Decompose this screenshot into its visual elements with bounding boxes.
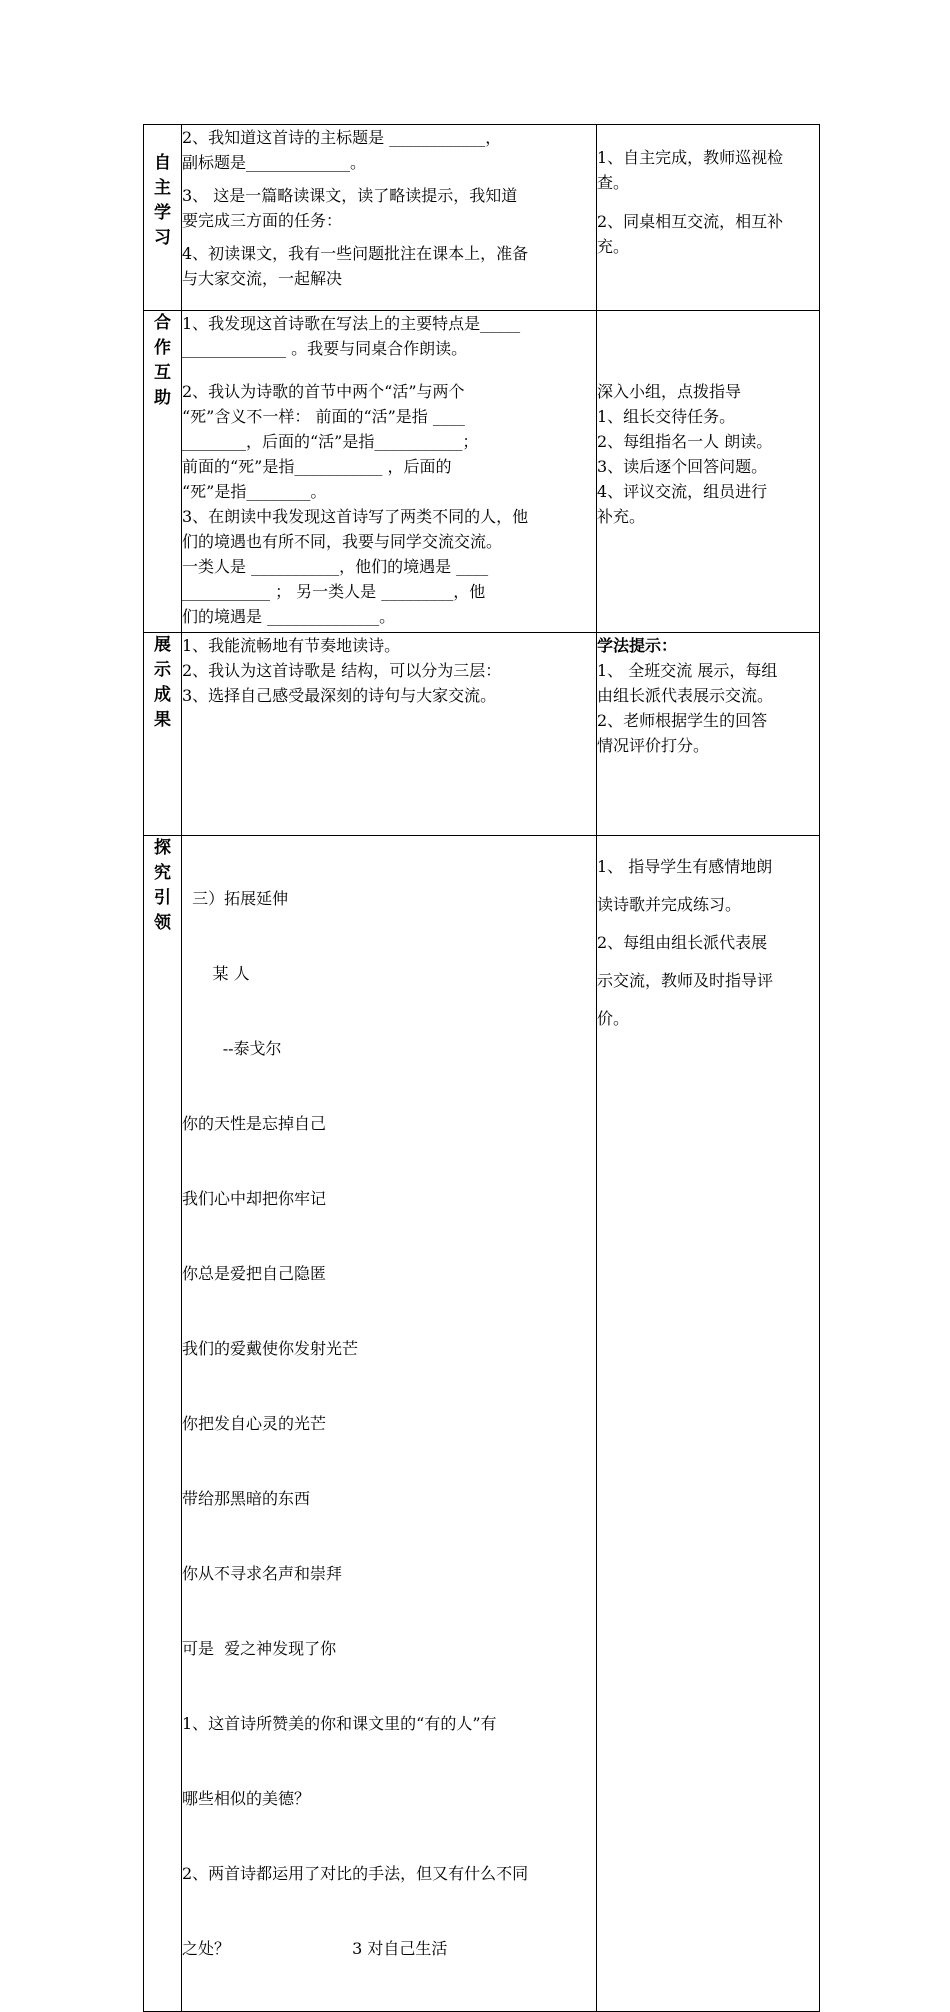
guidance-line: 示交流，教师及时指导评 xyxy=(597,971,774,990)
poem-line: 我们的爱戴使你发射光芒 xyxy=(182,1339,359,1358)
exploration-guidance xyxy=(597,836,820,2012)
guidance-line: 由组长派代表展示交流。 xyxy=(597,686,774,705)
presentation-tasks xyxy=(182,633,597,836)
guidance-line: 充。 xyxy=(597,237,630,256)
task-line: 2、我认为这首诗歌是 结构，可以分为三层： xyxy=(182,661,502,680)
guidance-line: 4、评议交流，组员进行 xyxy=(597,482,768,501)
section-label-self-study xyxy=(144,125,182,311)
question-line: 1、这首诗所赞美的你和课文里的“有的人”有 xyxy=(182,1714,497,1733)
task-line: ___________ ； 另一类人是 _________，他 xyxy=(182,582,486,601)
poem-title: 某 人 xyxy=(182,964,250,983)
task-line: 1、我发现这首诗歌在写法上的主要特点是_____ xyxy=(182,314,521,333)
guidance-line: 1、 全班交流 展示，每组 xyxy=(597,661,778,680)
guidance-line: 2、每组由组长派代表展 xyxy=(597,933,768,952)
guidance-line: 2、每组指名一人 朗读。 xyxy=(597,432,773,451)
task-line: “死”是指________。 xyxy=(182,482,327,501)
section-label-exploration xyxy=(144,836,182,2012)
guidance-line: 1、组长交待任务。 xyxy=(597,407,736,426)
guidance-line: 情况评价打分。 xyxy=(597,736,710,755)
label-char: 果 xyxy=(154,710,171,730)
guidance-line: 2、同桌相互交流，相互补 xyxy=(597,212,784,231)
poem-line: 带给那黑暗的东西 xyxy=(182,1489,311,1508)
task-line: _____________ 。我要与同桌合作朗读。 xyxy=(182,339,468,358)
task-line: 副标题是_____________。 xyxy=(182,153,367,172)
guidance-line: 补充。 xyxy=(597,507,646,526)
section-label-presentation xyxy=(144,633,182,836)
task-line: “死”含义不一样： 前面的“活”是指 ____ xyxy=(182,407,465,426)
presentation-guidance xyxy=(597,633,820,836)
poem-line: 你总是爱把自己隐匿 xyxy=(182,1264,327,1283)
guidance-line: 1、自主完成，教师巡视检 xyxy=(597,148,784,167)
task-line: 3、 这是一篇略读课文，读了略读提示，我知道 xyxy=(182,186,518,205)
task-line: 2、我知道这首诗的主标题是 ____________， xyxy=(182,128,502,147)
row-self-study xyxy=(144,125,820,311)
label-char: 示 xyxy=(154,660,171,680)
guidance-line: 1、 指导学生有感情地朗 xyxy=(597,857,773,876)
poem-line: 你的天性是忘掉自己 xyxy=(182,1114,327,1133)
self-study-tasks xyxy=(182,125,597,311)
guidance-line: 3、读后逐个回答问题。 xyxy=(597,457,768,476)
label-char: 引 xyxy=(154,888,171,908)
question-line: 哪些相似的美德？ xyxy=(182,1789,311,1808)
label-char: 互 xyxy=(154,363,171,383)
poem-author: --泰戈尔 xyxy=(182,1039,282,1058)
row-exploration xyxy=(144,836,820,2012)
guidance-line: 深入小组，点拨指导 xyxy=(597,382,742,401)
guidance-line: 价。 xyxy=(597,1009,630,1028)
guidance-line: 查。 xyxy=(597,173,630,192)
lesson-plan-table xyxy=(143,124,820,2012)
guidance-line: 读诗歌并完成练习。 xyxy=(597,895,742,914)
task-line: 们的境遇是 ______________。 xyxy=(182,607,396,626)
label-char: 作 xyxy=(154,338,171,358)
label-char: 学 xyxy=(154,203,171,223)
row-presentation xyxy=(144,633,820,836)
guidance-line: 2、老师根据学生的回答 xyxy=(597,711,768,730)
label-char: 领 xyxy=(154,913,171,933)
label-char: 合 xyxy=(154,313,171,333)
task-line: 们的境遇也有所不同，我要与同学交流交流。 xyxy=(182,532,503,551)
poem-line: 可是 爱之神发现了你 xyxy=(182,1639,337,1658)
task-line: 2、我认为诗歌的首节中两个“活”与两个 xyxy=(182,382,465,401)
section-label-cooperation xyxy=(144,311,182,633)
label-char: 助 xyxy=(154,388,171,408)
task-line: 要完成三方面的任务： xyxy=(182,211,343,230)
self-study-guidance xyxy=(597,125,820,311)
label-char: 主 xyxy=(154,178,171,198)
cooperation-guidance xyxy=(597,311,820,633)
task-line: 3、选择自己感受最深刻的诗句与大家交流。 xyxy=(182,686,497,705)
task-line: 4、初读课文，我有一些问题批注在课本上，准备 xyxy=(182,244,529,263)
extension-heading: 三）拓展延伸 xyxy=(182,889,289,908)
task-line: 前面的“死”是指___________ ，后面的 xyxy=(182,457,452,476)
task-line: 1、我能流畅地有节奏地读诗。 xyxy=(182,636,401,655)
label-char: 自 xyxy=(154,153,171,173)
cooperation-tasks xyxy=(182,311,597,633)
question-line: 之处？ 3 对自己生活 xyxy=(182,1939,448,1958)
label-char: 成 xyxy=(154,685,171,705)
exploration-tasks xyxy=(182,836,597,2012)
poem-line: 你从不寻求名声和崇拜 xyxy=(182,1564,343,1583)
label-char: 展 xyxy=(154,635,171,655)
row-cooperation xyxy=(144,311,820,633)
label-char: 习 xyxy=(154,228,171,248)
task-line: 一类人是 ___________，他们的境遇是 ____ xyxy=(182,557,489,576)
task-line: 与大家交流，一起解决 xyxy=(182,269,343,288)
poem-line: 你把发自心灵的光芒 xyxy=(182,1414,327,1433)
question-line: 2、两首诗都运用了对比的手法，但又有什么不同 xyxy=(182,1864,529,1883)
study-tip-heading: 学法提示： xyxy=(597,636,678,655)
poem-line: 我们心中却把你牢记 xyxy=(182,1189,327,1208)
label-char: 究 xyxy=(154,863,171,883)
task-line: ________，后面的“活”是指___________； xyxy=(182,432,479,451)
task-line: 3、在朗读中我发现这首诗写了两类不同的人，他 xyxy=(182,507,529,526)
label-char: 探 xyxy=(154,838,171,858)
